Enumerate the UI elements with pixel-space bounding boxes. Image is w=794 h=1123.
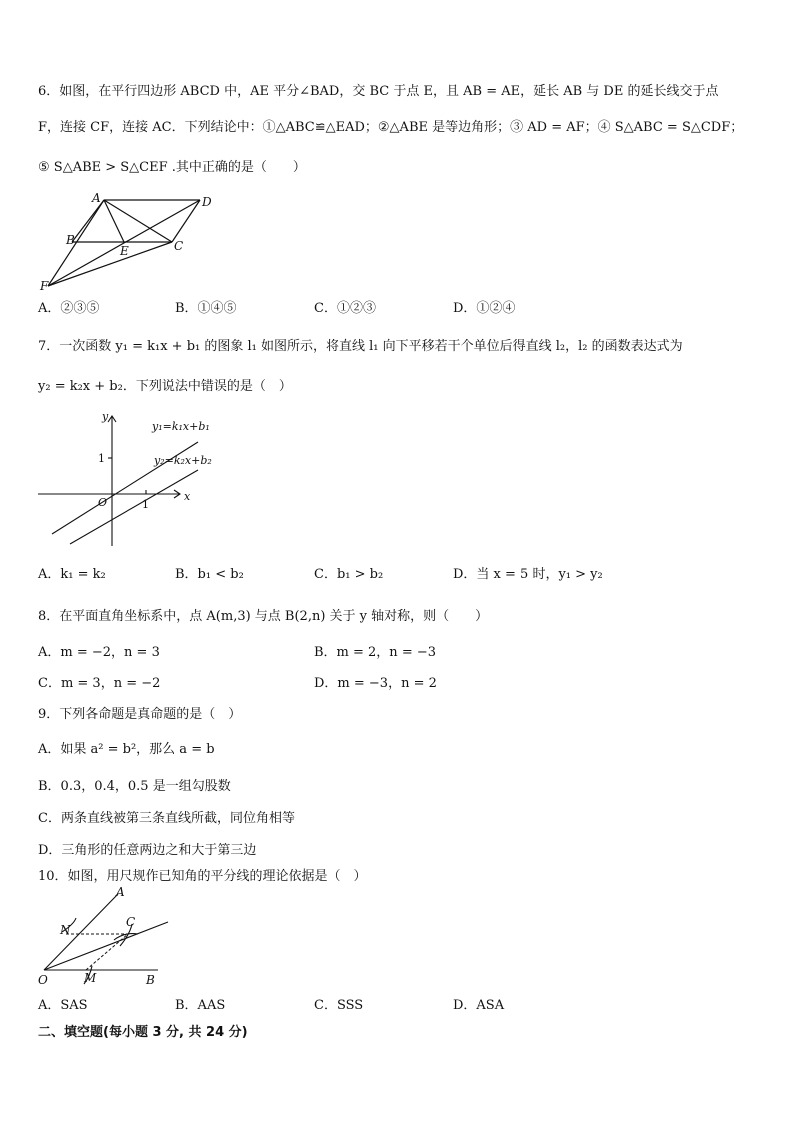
q6-option-b[interactable]: B．①④⑤: [175, 301, 237, 316]
q9-stem: 9．下列各命题是真命题的是（ ）: [38, 707, 242, 722]
q7-figure: [34, 406, 234, 552]
q8-option-c[interactable]: C．m = 3，n = −2: [38, 676, 161, 691]
q7-stem-line2: y₂ = k₂x + b₂．下列说法中错误的是（ ）: [38, 379, 292, 394]
q8-option-d[interactable]: D．m = −3，n = 2: [314, 676, 437, 691]
q10-label-b: B: [146, 973, 155, 987]
q6-stem-line3: ⑤ S△ABE > S△CEF .其中正确的是（ ）: [38, 160, 306, 175]
q6-label-a: A: [92, 191, 101, 205]
q9-option-d[interactable]: D．三角形的任意两边之和大于第三边: [38, 843, 257, 858]
q7-tick-y1: 1: [98, 452, 105, 465]
q6-label-e: E: [120, 244, 129, 258]
q7-option-d[interactable]: D．当 x = 5 时，y₁ > y₂: [453, 567, 603, 582]
q7-line1-label: y₁=k₁x+b₁: [152, 420, 210, 433]
q8-stem: 8．在平面直角坐标系中，点 A(m,3) 与点 B(2,n) 关于 y 轴对称，则（ ）: [38, 609, 489, 624]
q8-option-b[interactable]: B．m = 2，n = −3: [314, 645, 437, 660]
q6-option-a[interactable]: A．②③⑤: [38, 301, 100, 316]
q10-option-c[interactable]: C．SSS: [314, 998, 364, 1013]
q10-label-m: M: [84, 971, 97, 985]
q7-option-c[interactable]: C．b₁ > b₂: [314, 567, 384, 582]
q9-option-c[interactable]: C．两条直线被第三条直线所截，同位角相等: [38, 811, 295, 826]
q6-stem-line2: F，连接 CF，连接 AC．下列结论中：①△ABC≌△EAD；②△ABE 是等边角形；③ AD = AF；④ S△ABC = S△CDF；: [38, 120, 744, 135]
q9-option-b[interactable]: B．0.3，0.4，0.5 是一组勾股数: [38, 779, 231, 794]
q7-origin: O: [98, 496, 108, 509]
q10-label-o: O: [38, 973, 48, 987]
q7-axis-y: y: [102, 410, 109, 423]
q7-line2-label: y₂=k₂x+b₂: [154, 454, 212, 467]
q6-label-d: D: [202, 195, 212, 209]
q6-option-d[interactable]: D．①②④: [453, 301, 516, 316]
q10-stem: 10．如图，用尺规作已知角的平分线的理论依据是（ ）: [38, 869, 367, 884]
q10-label-c: C: [126, 915, 136, 929]
section-2-heading: 二、填空题(每小题 3 分, 共 24 分): [38, 1025, 248, 1040]
q7-axis-x: x: [184, 490, 191, 503]
q10-option-d[interactable]: D．ASA: [453, 998, 505, 1013]
q6-label-b: B: [66, 233, 75, 247]
q6-label-f: F: [40, 279, 49, 293]
q6-option-c[interactable]: C．①②③: [314, 301, 376, 316]
q6-stem-line1: 6．如图，在平行四边形 ABCD 中，AE 平分∠BAD，交 BC 于点 E，且 AB = AE，延长 AB 与 DE 的延长线交于点: [38, 84, 719, 99]
q10-figure: [34, 884, 204, 992]
q10-label-a: A: [116, 885, 125, 899]
q9-option-a[interactable]: A．如果 a² = b²，那么 a = b: [38, 742, 215, 757]
q10-option-a[interactable]: A．SAS: [38, 998, 88, 1013]
q7-option-b[interactable]: B．b₁ < b₂: [175, 567, 244, 582]
q7-option-a[interactable]: A．k₁ = k₂: [38, 567, 106, 582]
q8-option-a[interactable]: A．m = −2，n = 3: [38, 645, 160, 660]
q7-tick-x1: 1: [142, 498, 149, 511]
q6-figure: [36, 188, 226, 294]
q6-label-c: C: [174, 239, 184, 253]
q10-option-b[interactable]: B．AAS: [175, 998, 226, 1013]
q7-stem-line1: 7．一次函数 y₁ = k₁x + b₁ 的图象 l₁ 如图所示，将直线 l₁ 向下平移若干个单位后得直线 l₂，l₂ 的函数表达式为: [38, 339, 683, 354]
q10-label-n: N: [60, 923, 71, 937]
